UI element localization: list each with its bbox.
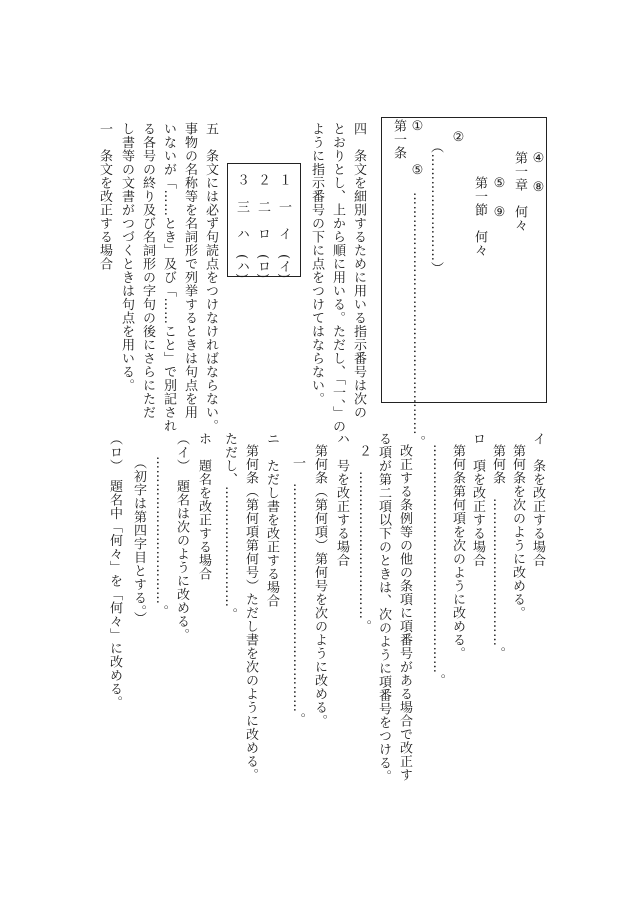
- item-ho-i-line: （イ） 題名は次のように改める。: [174, 432, 189, 642]
- example-circle-2: ②: [451, 130, 466, 146]
- item-ro-line-2: ……………………………………………。: [430, 444, 445, 687]
- item-i-line-2: 第何条 ……………………………。: [490, 444, 505, 660]
- section-heading-1: 一 条文を改正する場合: [97, 122, 112, 271]
- example-section: 第一節 何々: [472, 176, 487, 257]
- item-ha-line-1: 第何条（第何項）第何号を次のように改める。: [312, 444, 327, 728]
- example-article-label: 第一条: [391, 119, 406, 160]
- item-ro-note-1: 改正する条例等の他の条項に項番号がある場合で改正す: [397, 444, 412, 782]
- example-circle-4-8: ④ ⑧: [531, 151, 546, 196]
- section-5-line-1: 五 条文には必ず句読点をつけなければならない。: [203, 122, 218, 433]
- section-4-line-2: とおりとし、上から順に用いる。ただし、「一、」の: [330, 122, 345, 433]
- section-5-line-2: 事物の名称等を名詞形で列挙するときは句点を用: [182, 122, 197, 419]
- section-5-line-5: し書等の文書がつづくときは句点を用いる。: [119, 122, 134, 392]
- item-ho-ro-line: （ロ） 題名中「何々」を「何々」に改める。: [107, 432, 122, 709]
- example-circle-5-9: ⑤ ⑨: [492, 176, 507, 221]
- section-5-line-3: いないが「……とき」及び「……こと」で別記され: [161, 122, 176, 433]
- item-ni-line-1: 第何条（第何項第何号）ただし書を次のように改める。: [243, 444, 258, 782]
- number-table-row-1: １ 一 イ (イ): [276, 173, 291, 279]
- item-ha-heading: ハ 号を改正する場合: [334, 432, 349, 567]
- item-ho-i-dotted: ……………………………。: [153, 456, 168, 618]
- item-i-heading: イ 条を改正する場合: [530, 432, 545, 567]
- example-paren-line: （……………………）: [428, 140, 443, 275]
- item-ro-line-1: 第何条第何項を次のように改める。: [450, 444, 465, 660]
- section-4-line-1: 四 条文を細別するために用いる指示番号は次の: [351, 122, 366, 419]
- item-ni-heading: ニ ただし書を改正する場合: [264, 432, 279, 608]
- number-table-row-3: ３ 三 ハ (ハ): [234, 173, 249, 279]
- example-circle-1: ①: [410, 119, 425, 135]
- item-ha-line-2: 一 ……………………………………………。: [290, 456, 305, 726]
- section-5-line-4: る各号の終り及び名詞形の字句の後にさらにただ: [140, 122, 155, 419]
- item-ro-note-2: る項が第二項以下のときは、次のように項番号をつける。: [376, 432, 391, 783]
- item-ro-example: ２ ……………………………。: [356, 444, 371, 633]
- item-i-line-1: 第何条を次のように改める。: [510, 444, 525, 620]
- example-chapter: 第一章 何々: [512, 151, 527, 232]
- item-ho-heading: ホ 題名を改正する場合: [196, 432, 211, 581]
- item-ro-heading: ロ 項を改正する場合: [470, 432, 485, 567]
- item-ho-i-note: （初字は第四字目とする。）: [131, 456, 146, 625]
- number-table-row-2: ２ 二 ロ (ロ): [255, 173, 270, 279]
- example-dotted-line: ⑤ ………………………………………………。: [410, 163, 425, 449]
- section-4-line-3: ように指示番号の下に点をつけてはならない。: [309, 122, 324, 406]
- item-ni-line-2: ただし、………………………。: [222, 432, 237, 621]
